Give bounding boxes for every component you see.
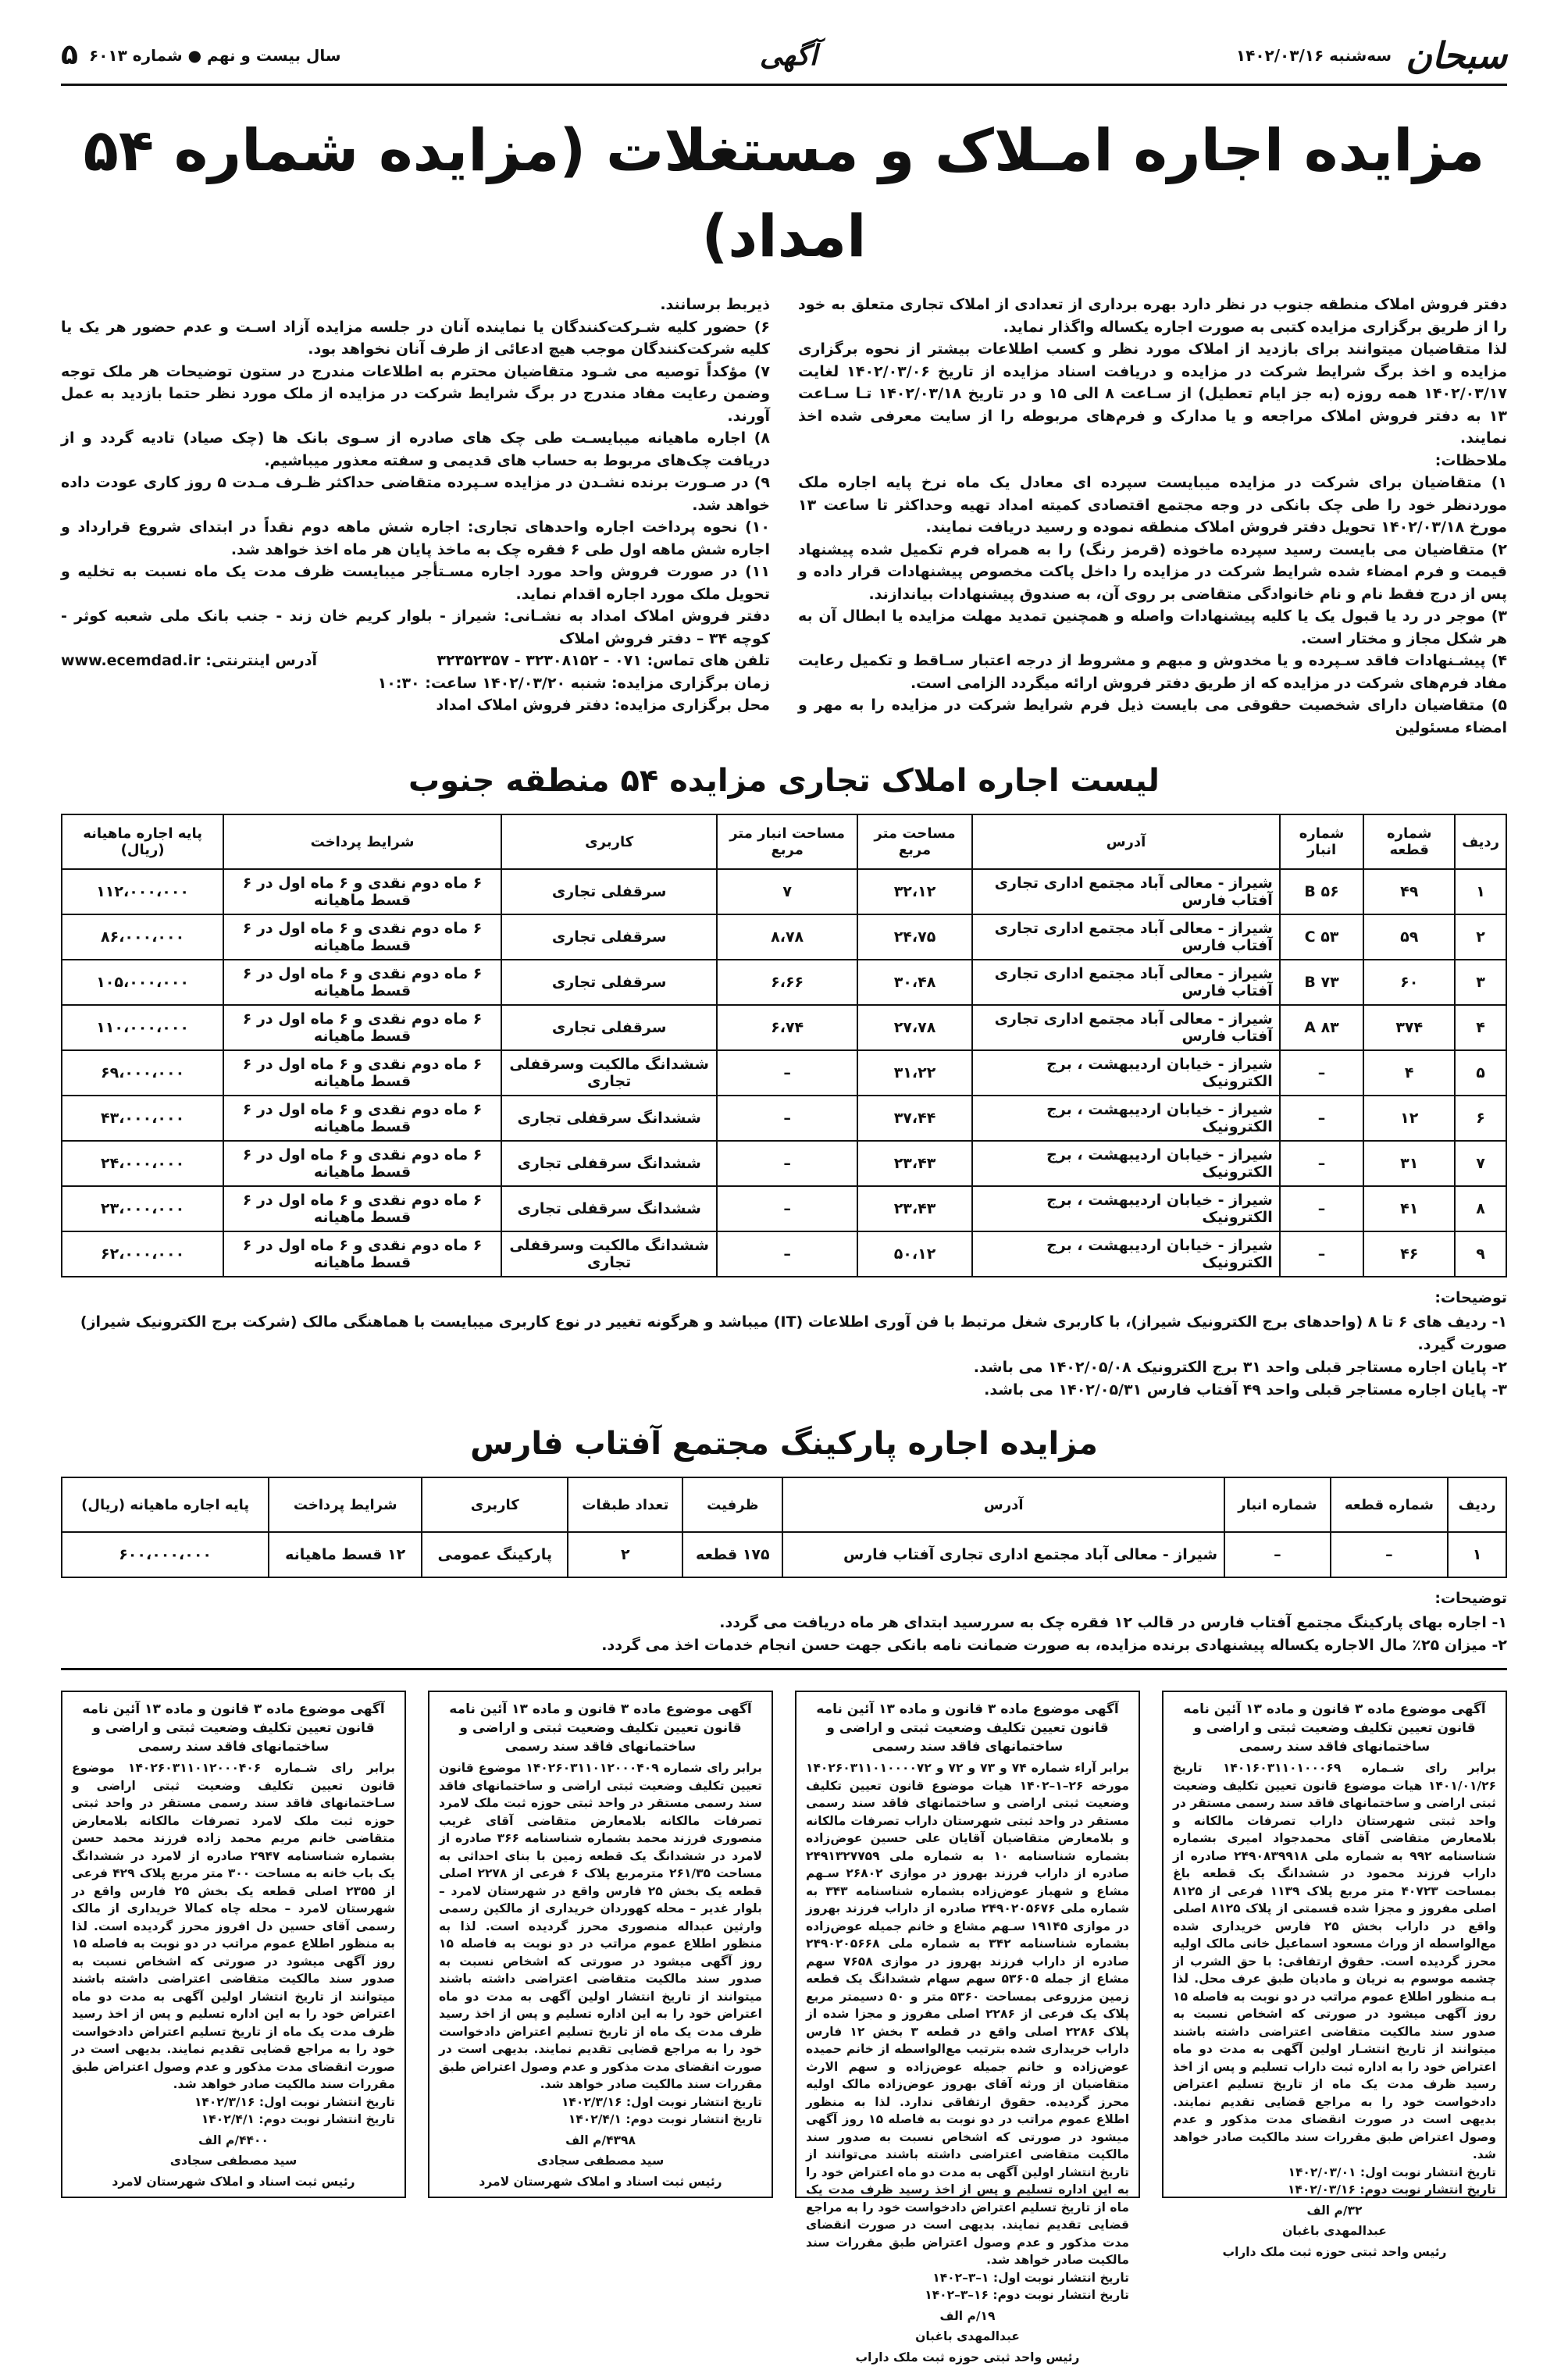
table-cell: ۶ ماه دوم نقدی و ۶ ماه اول در ۶ قسط ماهیانه [223, 1096, 501, 1141]
website-line [61, 650, 317, 672]
legal-notice-box [1162, 1691, 1507, 2198]
table-cell: B ۵۶ [1280, 869, 1363, 914]
intro-right-column [798, 294, 1507, 739]
table-cell: ۶ ماه دوم نقدی و ۶ ماه اول در ۶ قسط ماهیانه [223, 1186, 501, 1231]
intro-left-text [61, 294, 770, 650]
table-cell: سرقفلی تجاری [501, 1005, 718, 1050]
table-cell: ۱۰۵،۰۰۰،۰۰۰ [62, 960, 223, 1005]
notice-body: برابر آراء شماره ۷۴ و ۷۳ و ۷۲ و ۱۴۰۲۶۰۳۱۱۰۱۰۰۰۰۷۲ مورخه ۲۶–۱–۱۴۰۲ هیات موضوع قانون تعیین تکلیف وضعیت ثبتی اراضی و ساختمانهای فاقد سند رسمی مستقر در واحد ثبتی شهرستان داراب تصرفات مالکانه و بلامعارض متقاضیان آقایان علی حسین عوض‌زاده بشماره شناسنامه ۱۰ به شماره ملی ۲۴۹۱۳۲۷۷۵۹ صادره از داراب فرزند بهروز در موازی ۲۶۸۰۲ سـهم مشاع و شهباز عوض‌زاده بشماره شناسنامه ۳۴۳ به شماره ملی ۲۴۹۰۲۰۵۶۷۶ صادره از داراب فرزند بهروز در موازی ۱۹۱۴۵ سـهم مشاع و خانم جمیله عوض‌زاده بشماره شناسنامه ۳۴۲ به شماره ملی ۲۴۹۰۲۰۵۶۶۸ صادره از داراب فرزند بهروز در موازی ۷۶۵۸ سهم مشاع از جمله ۵۳۶۰۵ سهم سهام ششدانگ یک قطعه زمین مزروعی بمساحت ۵۳۶۰ متر و ۵۰ دسیمتر مربع پلاک یک فرعی از ۲۲۸۶ اصلی مفروز و مجزا شده از پلاک ۲۲۸۶ اصلی واقع در قطعه ۳ بخش ۱۲ فارس داراب خریداری شده بترتیب مع‌الواسطه از خانم حمیده عوض‌زاده و خانم جمیله عوض‌زاده و سهم الارث متقاضیان از ورثه آقای بهروز عوض‌زاده مالک اولیه محرز گردیده. حقوق ارتفاقی ندارد. لذا به منظور اطلاع عموم مراتب در دو نوبت به فاصله ۱۵ روز آگهی میشود در صورتی که اشخاص نسبت به صدور سند مالکیت متقاضی اعتراضی داشته باشند می‌توانند از تاریخ انتشار اولین آگهی به مدت دو ماه اعتراض خود را به این اداره تسلیم و پس از اخذ رسید ظرف مدت یک ماه از تاریخ تسلیم اعتراض دادخواست خود را به مراجع قضایی تقدیم نمایند. بدیهی است در صورت انقضای مدت مذکور و عدم وصول اعتراض طبق مقررات سند مالکیت صادر خواهد شد. [806, 1759, 1129, 2269]
table-cell: ۸۶،۰۰۰،۰۰۰ [62, 914, 223, 960]
column-header: مساحت متر مربع [857, 814, 972, 869]
notice-title: آگهی موضوع ماده ۳ قانون و ماده ۱۳ آئین نامه قانون تعیین تکلیف وضعیت ثبتی و اراضی و ساختمانهای فاقد سند رسمی [806, 1700, 1129, 1756]
table-cell: ۴۹ [1363, 869, 1455, 914]
table-cell: شیراز - خیابان اردیبهشت ، برج الکترونیک [972, 1231, 1280, 1277]
header-right [1236, 34, 1507, 77]
column-header: کاربری [422, 1477, 568, 1532]
auction-place: محل برگزاری مزایده: دفتر فروش املاک امداد [61, 694, 770, 717]
notice-dates [72, 2093, 395, 2129]
column-header: شماره انبار [1224, 1477, 1331, 1532]
table-cell: ۳۲،۱۲ [857, 869, 972, 914]
table-cell: – [717, 1141, 857, 1186]
table-cell: ۷ [1455, 1141, 1506, 1186]
table-cell: – [1331, 1532, 1448, 1577]
intro-paragraph: ملاحظات: [798, 450, 1507, 472]
page-number: ۵ [61, 39, 78, 71]
table-cell: – [717, 1186, 857, 1231]
issue-info: سال بیست و نهم ● شماره ۶۰۱۳ [89, 46, 341, 65]
column-header: مساحت انبار متر مربع [717, 814, 857, 869]
table-cell: ۳ [1455, 960, 1506, 1005]
table-cell: ششدانگ سرقفلی تجاری [501, 1186, 718, 1231]
intro-paragraph: ۱۱) در صورت فروش واحد مورد اجاره مسـتأجر میبایست ظرف مدت یک ماه نسبت به تخلیه و تحویل ملک مورد اجاره اقدام نماید. [61, 561, 770, 605]
intro-paragraph: ۷) مؤکداً توصیه می شـود متقاضیان محترم به اطلاعات مندرج در ستون توضیحات هر ملک توجه وضمن رعایت مفاد مندرج در برگ شرایط شرکت در مزایده از ملک مورد نظر حتما بازدید به عمل آورند. [61, 361, 770, 428]
table-row [62, 1050, 1506, 1096]
notes-title: توضیحات: [61, 1287, 1507, 1309]
column-header: تعداد طبقات [568, 1477, 682, 1532]
intro-paragraph: ۹) در صـورت برنده نشـدن در مزایده سـپرده متقاضی حداکثر ظـرف مـدت ۵ روز کاری عودت داده خواهد شد. [61, 472, 770, 516]
table-cell: ۶ ماه دوم نقدی و ۶ ماه اول در ۶ قسط ماهیانه [223, 1141, 501, 1186]
table-cell: ۱۱۰،۰۰۰،۰۰۰ [62, 1005, 223, 1050]
page-header [61, 31, 1507, 86]
auction-time: زمان برگزاری مزایده: شنبه ۱۴۰۲/۰۳/۲۰ ساعت: ۱۰:۳۰ [61, 672, 770, 695]
notice-office: رئیس واحد ثبتی حوزه ثبت ملک داراب [1173, 2243, 1496, 2261]
section-label: آگهی [760, 39, 818, 72]
table-cell: ۶ ماه دوم نقدی و ۶ ماه اول در ۶ قسط ماهیانه [223, 869, 501, 914]
column-header: شرایط پرداخت [223, 814, 501, 869]
header-date: سه‌شنبه ۱۴۰۲/۰۳/۱۶ [1236, 46, 1392, 65]
table-cell: ۵۹ [1363, 914, 1455, 960]
notice-code: ۴۳۹۸/م الف [439, 2132, 762, 2150]
notice-dates [806, 2269, 1129, 2304]
website-label: آدرس اینترنتی: [205, 652, 317, 669]
intro-paragraph: لذا متقاضیان میتوانند برای بازدید از املاک مورد نظر و کسب اطلاعات بیشتر از نحوه برگزاری مزایده و اخذ برگ شرایط شرکت در مزایده و دریافت اسناد مزایده از تاریخ ۱۴۰۲/۰۳/۰۶ لغایت ۱۴۰۲/۰۳/۱۷ همه روزه (به جز ایام تعطیل) از سـاعت ۸ الی ۱۵ و در تاریخ ۱۴۰۲/۰۳/۱۸ تـا سـاعت ۱۳ به دفتر فروش املاک مراجعه و یا مدارک و فرم‌های مربوطه را از سایت معرفی شده اخذ نمایند. [798, 338, 1507, 450]
table-cell: ۱ [1455, 869, 1506, 914]
table-cell: ۲۴،۰۰۰،۰۰۰ [62, 1141, 223, 1186]
table-cell: ۸ [1455, 1186, 1506, 1231]
table-cell: ۲۳،۰۰۰،۰۰۰ [62, 1186, 223, 1231]
note-item: ۱- ردیف های ۶ تا ۸ (واحدهای برج الکترونیک شیراز)، با کاربری شغل مرتبط با فن آوری اطلاعات (IT) میباشد و هرگونه تغییر در نوع کاربری میبایست با هماهنگی مالک (شرکت برج الکترونیک شیراز) صورت گیرد. [61, 1311, 1507, 1356]
note-item: ۱- اجاره بهای پارکینگ مجتمع آفتاب فارس در قالب ۱۲ فقره چک به سررسید ابتدای هر ماه دریافت می گردد. [61, 1612, 1507, 1634]
table1-title: لیست اجاره املاک تجاری مزایده ۵۴ منطقه جنوب [61, 759, 1507, 803]
legal-notice-box [428, 1691, 773, 2198]
notes-title: توضیحات: [61, 1587, 1507, 1610]
note-item: ۳- پایان اجاره مستاجر قبلی واحد ۴۹ آفتاب فارس ۱۴۰۲/۰۵/۳۱ می باشد. [61, 1379, 1507, 1402]
table-cell: ۶ ماه دوم نقدی و ۶ ماه اول در ۶ قسط ماهیانه [223, 1231, 501, 1277]
legal-notices [61, 1691, 1507, 2198]
table-cell: ۶ ماه دوم نقدی و ۶ ماه اول در ۶ قسط ماهیانه [223, 914, 501, 960]
table-cell: سرقفلی تجاری [501, 960, 718, 1005]
table-cell: ۱ [1448, 1532, 1506, 1577]
publish-date: تاریخ انتشار نوبت اول: ۱۴۰۲/۰۳/۰۱ [1173, 2164, 1496, 2182]
parking-table [61, 1477, 1507, 1578]
table-cell: – [1280, 1141, 1363, 1186]
table-cell: ۶،۶۶ [717, 960, 857, 1005]
table-cell: ۲۳،۴۳ [857, 1186, 972, 1231]
notice-code: ۱۹/م الف [806, 2307, 1129, 2325]
table-cell: – [1280, 1231, 1363, 1277]
publish-date: تاریخ انتشار نوبت دوم: ۱۶–۳–۱۴۰۲ [806, 2286, 1129, 2304]
table-cell: ۱۱۲،۰۰۰،۰۰۰ [62, 869, 223, 914]
divider [61, 1668, 1507, 1670]
table-cell: ۶ [1455, 1096, 1506, 1141]
publish-date: تاریخ انتشار نوبت دوم: ۱۴۰۲/۴/۱ [439, 2111, 762, 2129]
table-cell: شیراز - خیابان اردیبهشت ، برج الکترونیک [972, 1141, 1280, 1186]
notice-dates [1173, 2164, 1496, 2199]
table-cell: ۲ [1455, 914, 1506, 960]
table-cell: ششدانگ مالکیت وسرقفلی تجاری [501, 1231, 718, 1277]
column-header: ردیف [1455, 814, 1506, 869]
contact-row [61, 650, 770, 672]
table-cell: ۱۲ [1363, 1096, 1455, 1141]
publish-date: تاریخ انتشار نوبت دوم: ۱۴۰۲/۴/۱ [72, 2111, 395, 2129]
column-header: آدرس [782, 1477, 1224, 1532]
table-cell: ۵۰،۱۲ [857, 1231, 972, 1277]
table-cell: ۸،۷۸ [717, 914, 857, 960]
column-header: آدرس [972, 814, 1280, 869]
notice-dates [439, 2093, 762, 2129]
intro-paragraph: ذیربط برسانند. [61, 294, 770, 316]
intro-section [61, 294, 1507, 739]
table-cell: ۲۷،۷۸ [857, 1005, 972, 1050]
column-header: ظرفیت [682, 1477, 782, 1532]
commercial-properties-table [61, 814, 1507, 1277]
table-row [62, 1141, 1506, 1186]
table-cell: ۲۳،۴۳ [857, 1141, 972, 1186]
table-cell: شیراز - معالی آباد مجتمع اداری تجاری آفتاب فارس [972, 960, 1280, 1005]
table-cell: شیراز - معالی آباد مجتمع اداری تجاری آفتاب فارس [782, 1532, 1224, 1577]
notes-list [61, 1612, 1507, 1657]
intro-paragraph: ۳) موجر در رد یا قبول یک یا کلیه پیشنهادات واصله و همچنین تمدید مهلت مزایده یا ابطال آن به هر شکل مجاز و مختار است. [798, 605, 1507, 650]
notice-office: رئیس ثبت اسناد و املاک شهرستان لامرد [72, 2173, 395, 2191]
notice-title: آگهی موضوع ماده ۳ قانون و ماده ۱۳ آئین نامه قانون تعیین تکلیف وضعیت ثبتی و اراضی و ساختمانهای فاقد سند رسمی [1173, 1700, 1496, 1756]
table-cell: پارکینگ عمومی [422, 1532, 568, 1577]
column-header: شماره انبار [1280, 814, 1363, 869]
intro-paragraph: ۴) پیشـنهادات فاقد سـپرده و یا مخدوش و مبهم و مشروط از درجه اعتبار سـاقط و تکمیل رعایت مفاد فرم‌های شرکت در مزایده که از طریق دفتر فروش ارائه میگردد الزامی است. [798, 650, 1507, 694]
table-row [62, 869, 1506, 914]
table-cell: ۶ ماه دوم نقدی و ۶ ماه اول در ۶ قسط ماهیانه [223, 1050, 501, 1096]
table-cell: A ۸۳ [1280, 1005, 1363, 1050]
table-cell: ۳۰،۴۸ [857, 960, 972, 1005]
notice-title: آگهی موضوع ماده ۳ قانون و ماده ۱۳ آئین نامه قانون تعیین تکلیف وضعیت ثبتی و اراضی و ساختمانهای فاقد سند رسمی [439, 1700, 762, 1756]
table-cell: ۴۶ [1363, 1231, 1455, 1277]
table-cell: ۵ [1455, 1050, 1506, 1096]
table-cell: ششدانگ مالکیت وسرقفلی تجاری [501, 1050, 718, 1096]
table-cell: شیراز - خیابان اردیبهشت ، برج الکترونیک [972, 1050, 1280, 1096]
notice-body: برابر رای شـماره ۱۴۰۱۶۰۳۱۱۰۱۰۰۰۶۹ تاریخ ۱۴۰۱/۰۱/۲۶ هیات موضوع قانون تعیین تکلیف وضعیت ثبتی اراضی و ساختمانهای فاقد سند رسمی مستقر در واحد ثبتی شهرستان داراب تصرفات مالکانه و بلامعارض متقاضی آقای محمدجواد امیری بشماره شناسنامه ۹۹۲ به شماره ملی ۲۴۹۰۸۳۹۹۱۸ صادره از داراب فرزند محمود در ششدانگ یک قطعه باغ بمساحت ۴۰۷۲۳ متر مربع پلاک ۱۱۳۹ فرعی از ۸۱۲۵ اصلی مفروز و مجزا شده قسمتی از پلاک ۸۱۲۵ اصلی واقع در داراب بخش ۲۵ فارس خریداری شده مع‌الواسطه از وراث مسعود اسماعیل خانی مالک اولیه محرز گردیده است. حقوق ارتفاقی: با حق الشرب از چشمه موسوم به نریان و مادیان طبق عرف محل. لذا بـه منظور اطلاع عموم مراتب در دو نوبت به فاصله ۱۵ روز آگهی میشود در صورتی که اشخاص نسبت به صدور سند مالکیت متقاضی اعتراضی داشته باشند میتوانند از تاریخ انتشـار اولین آگهی به مدت دو ماه اعتراض خود را به اداره ثبت داراب تسلیم و پس از اخذ رسید ظرف مدت یک ماه از تاریخ تسلیم اعتراض دادخواست خود را به مراجع قضایی تقدیم نمایند. بدیهی است در صورت انقضای مدت مذکور و عدم وصول اعتراض طبق مقررات سند مالکیت صادر خواهد شد. [1173, 1759, 1496, 2164]
notes-list [61, 1311, 1507, 1402]
table-cell: ۱۷۵ قطعه [682, 1532, 782, 1577]
notice-code: ۳۲/م الف [1173, 2202, 1496, 2220]
table-header-row [62, 814, 1506, 869]
notice-signer: عبدالمهدی باغبان [806, 2328, 1129, 2346]
note-item: ۲- میزان ۲۵٪ مال الاجاره یکساله پیشنهادی برنده مزایده، به صورت ضمانت نامه بانکی جهت حسن انجام خدمات اخذ می گردد. [61, 1634, 1507, 1657]
table-header-row [62, 1477, 1506, 1532]
table-cell: ۱۲ قسط ماهیانه [269, 1532, 422, 1577]
notice-office: رئیس واحد ثبتی حوزه ثبت ملک داراب [806, 2349, 1129, 2366]
publish-date: تاریخ انتشار نوبت اول: ۱۴۰۲/۳/۱۶ [72, 2093, 395, 2111]
notice-signer: سید مصطفی سجادی [439, 2152, 762, 2170]
table-cell: – [1224, 1532, 1331, 1577]
table-cell: ۳۷،۴۴ [857, 1096, 972, 1141]
publish-date: تاریخ انتشار نوبت دوم: ۱۴۰۲/۰۳/۱۶ [1173, 2181, 1496, 2199]
column-header: شرایط پرداخت [269, 1477, 422, 1532]
notice-signer: عبدالمهدی باغبان [1173, 2222, 1496, 2240]
intro-paragraph: ۶) حضور کلیه شـرکت‌کنندگان یا نماینده آنان در جلسه مزایده آزاد اسـت و عدم حضور هر یک یا کلیه شرکت‌کنندگان موجب هیچ ادعائی از طرف آنان نخواهد بود. [61, 316, 770, 361]
table-row [62, 1532, 1506, 1577]
table-cell: ۳۱،۲۲ [857, 1050, 972, 1096]
table-cell: ۶۰ [1363, 960, 1455, 1005]
table-cell: ۲ [568, 1532, 682, 1577]
table-cell: – [717, 1096, 857, 1141]
table-cell: ۳۷۴ [1363, 1005, 1455, 1050]
table-cell: ۹ [1455, 1231, 1506, 1277]
newspaper-logo: سبحان [1406, 34, 1507, 77]
table-cell: ۷ [717, 869, 857, 914]
table-row [62, 914, 1506, 960]
table-row [62, 1186, 1506, 1231]
phones-value: ۰۷۱ - ۳۲۳۰۸۱۵۲ - ۳۲۳۵۲۳۵۷ [437, 652, 642, 669]
column-header: شماره قطعه [1331, 1477, 1448, 1532]
table-cell: شیراز - خیابان اردیبهشت ، برج الکترونیک [972, 1096, 1280, 1141]
table-cell: – [1280, 1050, 1363, 1096]
table-row [62, 1231, 1506, 1277]
table-cell: ۶۰۰،۰۰۰،۰۰۰ [62, 1532, 269, 1577]
intro-paragraph: ۸) اجاره ماهیانه میبایسـت طی چک های صادره از سـوی بانک ها (چک صیاد) تادیه گردد و از دریافت چک‌های مربوط به حساب های قدیمی و سفته معذور میباشیم. [61, 427, 770, 472]
intro-paragraph: دفتر فروش املاک منطقه جنوب در نظر دارد بهره برداری از تعدادی از املاک تجاری متعلق به خود را از طریق برگزاری مزایده کتبی به صورت اجاره یکساله واگذار نماید. [798, 294, 1507, 338]
notice-code: ۴۴۰۰/م الف [72, 2132, 395, 2150]
legal-notice-box [61, 1691, 406, 2198]
header-left [61, 39, 341, 71]
table-row [62, 960, 1506, 1005]
table-cell: ششدانگ سرقفلی تجاری [501, 1141, 718, 1186]
notice-body: برابر رای شماره ۱۴۰۲۶۰۳۱۱۰۱۲۰۰۰۴۰۹ موضوع قانون تعیین تکلیف وضعیت ثبتی اراضی و ساختمانهای فاقد سند رسمی مستقر در واحد ثبتی حوزه ثبت ملک لامرد تصرفات مالکانه بلامعارض متقاضی آقای غریب منصوری فرزند محمد بشماره شناسنامه ۳۶۶ صادره از لامرد در ششدانگ یک قطعه زمین با بنای احداثی به مساحت ۲۶۱/۳۵ مترمربع پلاک ۶ فرعی از ۲۲۷۸ اصلی قطعه یک بخش ۲۵ فارس واقع در شهرستان لامرد – بلوار غدیر – محله کهوردان خریداری از مالکین رسمی وارثین عبداله منصوری محرز گردیده است. لذا به منظور اطلاع عموم مراتب در دو نوبت به فاصله ۱۵ روز آگهی میشود در صورتی که اشخاص نسبت به صدور سند مالکیت متقاضی اعتراضی داشته باشند میتوانند از تاریخ انتشار اولین آگهی به مدت دو ماه اعتراض خود را به این اداره تسلیم و پس از اخذ رسید ظرف مدت یک ماه از تاریخ تسلیم اعتراض دادخواست خود را به مراجع قضایی تقدیم نمایند. بدیهی است در صورت انقضای مدت مذکور و عدم وصول اعتراض طبق مقررات سند مالکیت صادر خواهد شد. [439, 1759, 762, 2093]
table-cell: شیراز - معالی آباد مجتمع اداری تجاری آفتاب فارس [972, 869, 1280, 914]
table-cell: شیراز - معالی آباد مجتمع اداری تجاری آفتاب فارس [972, 1005, 1280, 1050]
notice-body: برابر رای شـماره ۱۴۰۲۶۰۳۱۱۰۱۲۰۰۰۴۰۶ موضوع قانون تعیین تکلیف وضعیت ثبتی اراضی و سـاختمانهای فاقد سند رسمی مستقر در واحد ثبتی حوزه ثبت ملک لامرد تصرفات مالکانه بلامعارض متقاضی خانم مریم محمد زاده فرزند محمد حسن بشماره شناسنامه ۲۹۴۷ صادره از لامرد در ششدانگ یک باب خانه به مساحت ۳۰۰ متر مربع پلاک ۴۲۹ فرعی از ۲۳۵۵ اصلی قطعه یک بخش ۲۵ فارس واقع در شهرستان لامرد – محله چاه کمالا خریداری از مالک رسمی آقای حسین دل افروز محرز گردیده است. لذا به منظور اطلاع عموم مراتب در دو نوبت به فاصله ۱۵ روز آگهی میشود در صورتی که اشخاص نسبت به صدور سند مالکیت متقاضی اعتراضی داشته باشند میتوانند از تاریخ انتشار اولین آگهی به مدت دو ماه اعتراض خود را به این اداره تسلیم و پس از اخذ رسید ظرف مدت یک ماه از تاریخ تسلیم اعتراض دادخواست خود را به مراجع قضایی تقدیم نمایند. بدیهی است در صورت انقضای مدت مذکور و عدم وصول اعتراض طبق مقررات سند مالکیت صادر خواهد شد. [72, 1759, 395, 2093]
intro-paragraph: ۲) متقاضیان می بایست رسید سپرده ماخوذه (قرمز رنگ) را به همراه فرم تکمیل شده پیشنهاد قیمت و فرم امضاء شده شرایط شرکت در مزایده را داخل پاکت مخصوص پیشنهادات قرار داده و پس از درج فقط نام و نام خانوادگی متقاضی بر روی آن، به صندوق پیشنهادات بیاندازند. [798, 539, 1507, 606]
table-cell: شیراز - معالی آباد مجتمع اداری تجاری آفتاب فارس [972, 914, 1280, 960]
legal-notice-box [795, 1691, 1140, 2198]
intro-paragraph: ۱۰) نحوه پرداخت اجاره واحدهای تجاری: اجاره شش ماهه دوم نقداً در ابتدای شروع قرارداد و اجاره شش ماهه اول طی ۶ فقره چک به ماخذ پایان هر ماه اخذ خواهد شد. [61, 516, 770, 561]
table-body [62, 1532, 1506, 1577]
publish-date: تاریخ انتشار نوبت اول: ۱–۳–۱۴۰۲ [806, 2269, 1129, 2287]
table-cell: ۴۱ [1363, 1186, 1455, 1231]
table2-notes [61, 1587, 1507, 1657]
table-cell: – [717, 1231, 857, 1277]
table-cell: سرقفلی تجاری [501, 869, 718, 914]
table2-title: مزایده اجاره پارکینگ مجتمع آفتاب فارس [61, 1422, 1507, 1466]
table-cell: – [1280, 1096, 1363, 1141]
table-cell: ۶ ماه دوم نقدی و ۶ ماه اول در ۶ قسط ماهیانه [223, 960, 501, 1005]
phones-label: تلفن های تماس: [647, 652, 770, 669]
website-link[interactable]: www.ecemdad.ir [61, 652, 201, 669]
column-header: شماره قطعه [1363, 814, 1455, 869]
table-cell: ۴ [1363, 1050, 1455, 1096]
table-cell: شیراز - خیابان اردیبهشت ، برج الکترونیک [972, 1186, 1280, 1231]
intro-paragraph: ۱) متقاضیان برای شرکت در مزایده میبایست سپرده ای معادل یک ماه نرخ پایه اجاره ملک موردنظر خود را طی چک بانکی در وجه مجتمع اقتصادی کمیته امداد تهیه وحداکثر تا ساعت ۱۳ مورخ ۱۴۰۲/۰۳/۱۸ تحویل دفتر فروش املاک منطقه نموده و رسید دریافت نمایند. [798, 472, 1507, 539]
table-cell: ۶ ماه دوم نقدی و ۶ ماه اول در ۶ قسط ماهیانه [223, 1005, 501, 1050]
column-header: پایه اجاره ماهیانه (ریال) [62, 814, 223, 869]
table-cell: ۴۳،۰۰۰،۰۰۰ [62, 1096, 223, 1141]
intro-paragraph: ۵) متقاضیان دارای شخصیت حقوقی می بایست ذیل فرم شرایط شرکت در مزایده را به مهر و امضاء مسئولین [798, 694, 1507, 739]
table-cell: سرقفلی تجاری [501, 914, 718, 960]
table-row [62, 1096, 1506, 1141]
phones-line [437, 650, 770, 672]
notice-office: رئیس ثبت اسناد و املاک شهرستان لامرد [439, 2173, 762, 2191]
column-header: کاربری [501, 814, 718, 869]
publish-date: تاریخ انتشار نوبت اول: ۱۴۰۲/۳/۱۶ [439, 2093, 762, 2111]
intro-paragraph: دفتر فروش املاک امداد به نشـانی: شیراز - بلوار کریم خان زند - جنب بانک ملی شعبه کوثر - کوچه ۳۴ – دفتر فروش املاک [61, 605, 770, 650]
intro-left-column [61, 294, 770, 739]
column-header: پایه اجاره ماهیانه (ریال) [62, 1477, 269, 1532]
table-cell: – [1280, 1186, 1363, 1231]
table-cell: ۴ [1455, 1005, 1506, 1050]
table-cell: ۳۱ [1363, 1141, 1455, 1186]
note-item: ۲- پایان اجاره مستاجر قبلی واحد ۳۱ برج الکترونیک ۱۴۰۲/۰۵/۰۸ می باشد. [61, 1356, 1507, 1379]
table-cell: B ۷۳ [1280, 960, 1363, 1005]
notice-title: آگهی موضوع ماده ۳ قانون و ماده ۱۳ آئین نامه قانون تعیین تکلیف وضعیت ثبتی و اراضی و ساختمانهای فاقد سند رسمی [72, 1700, 395, 1756]
table-cell: ششدانگ سرقفلی تجاری [501, 1096, 718, 1141]
main-title: مزایده اجاره امـلاک و مستغلات (مزایده شماره ۵۴ امداد) [61, 108, 1507, 280]
table-cell: – [717, 1050, 857, 1096]
table-body [62, 869, 1506, 1277]
notice-signer: سید مصطفی سجادی [72, 2152, 395, 2170]
table-cell: ۶۹،۰۰۰،۰۰۰ [62, 1050, 223, 1096]
table1-notes [61, 1287, 1507, 1402]
table-cell: ۶،۷۴ [717, 1005, 857, 1050]
table-row [62, 1005, 1506, 1050]
table-cell: C ۵۳ [1280, 914, 1363, 960]
table-cell: ۲۴،۷۵ [857, 914, 972, 960]
column-header: ردیف [1448, 1477, 1506, 1532]
table-cell: ۶۲،۰۰۰،۰۰۰ [62, 1231, 223, 1277]
